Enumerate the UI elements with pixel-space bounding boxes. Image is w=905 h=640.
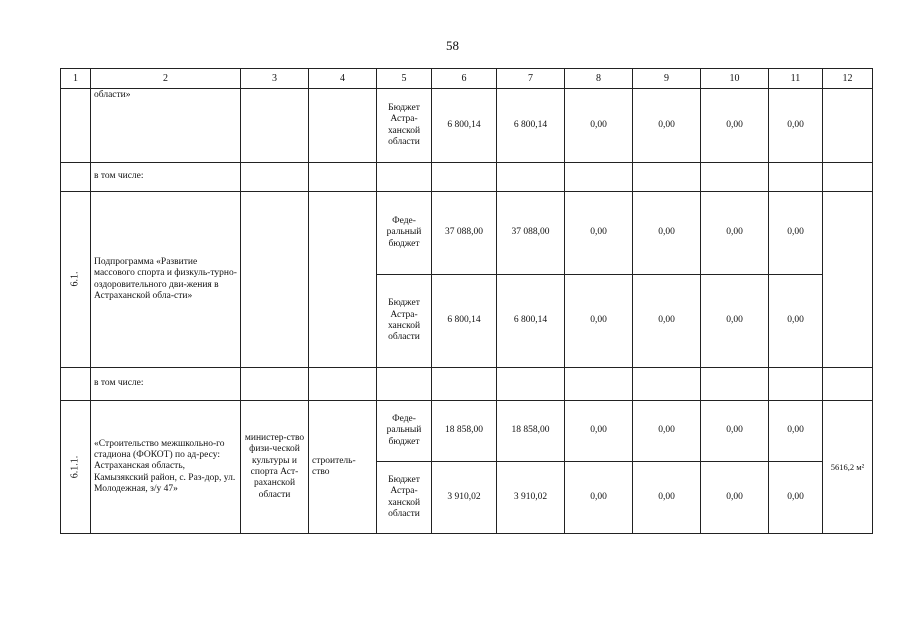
column-number: 12 [823, 69, 873, 89]
amount-cell: 18 858,00 [432, 401, 497, 462]
amount-cell: 0,00 [701, 192, 769, 275]
amount-cell: 0,00 [769, 401, 823, 462]
subsection-label: в том числе: [91, 368, 241, 401]
table-row [61, 192, 873, 275]
budget-table [60, 68, 873, 534]
row-number-cell [61, 192, 91, 368]
empty-cell [701, 163, 769, 192]
table-row [61, 163, 873, 192]
empty-cell [633, 163, 701, 192]
amount-cell: 0,00 [633, 192, 701, 275]
table-row [61, 368, 873, 401]
column-number: 5 [377, 69, 432, 89]
row-number-cell [61, 368, 91, 401]
amount-cell: 0,00 [769, 89, 823, 163]
amount-cell: 0,00 [701, 401, 769, 462]
amount-cell: 0,00 [565, 192, 633, 275]
page-number: 58 [446, 38, 459, 53]
executor-cell [241, 89, 309, 163]
column-number-row [61, 69, 873, 89]
funding-source-cell: Бюджет Астра-ханской области [377, 275, 432, 368]
amount-cell: 0,00 [769, 462, 823, 534]
amount-cell: 0,00 [701, 89, 769, 163]
empty-cell [377, 163, 432, 192]
column-number: 4 [309, 69, 377, 89]
row-number: 6.1. [69, 271, 81, 287]
amount-cell: 0,00 [701, 275, 769, 368]
amount-cell: 6 800,14 [497, 275, 565, 368]
empty-cell [769, 163, 823, 192]
object-name-cell: «Строительство межшкольно-го стадиона (ФОКОТ) по ад-ресу: Астраханская область, Камызякский район, с. Раз-дор, ул. Молодежная, з/у 47» [91, 401, 241, 534]
amount-cell: 0,00 [565, 462, 633, 534]
funding-source-cell: Феде-ральный бюджет [377, 401, 432, 462]
amount-cell: 0,00 [633, 401, 701, 462]
column-number: 10 [701, 69, 769, 89]
column-number: 11 [769, 69, 823, 89]
executor-cell: министер-ство физи-ческой культуры и спорта Аст-раханской области [241, 401, 309, 534]
row-number-cell [61, 163, 91, 192]
amount-cell: 3 910,02 [432, 462, 497, 534]
column-number: 7 [497, 69, 565, 89]
amount-cell: 0,00 [769, 192, 823, 275]
table-row [61, 401, 873, 462]
column-number: 8 [565, 69, 633, 89]
column-number: 3 [241, 69, 309, 89]
result-cell: 5616,2 м² [823, 401, 873, 534]
empty-cell [497, 163, 565, 192]
amount-cell: 37 088,00 [432, 192, 497, 275]
empty-cell [241, 368, 309, 401]
empty-cell [241, 163, 309, 192]
row-number-cell [61, 89, 91, 163]
amount-cell: 0,00 [565, 401, 633, 462]
amount-cell: 0,00 [633, 89, 701, 163]
amount-cell: 37 088,00 [497, 192, 565, 275]
column-number: 6 [432, 69, 497, 89]
type-cell: строитель-ство [309, 401, 377, 534]
amount-cell: 18 858,00 [497, 401, 565, 462]
program-name-cell: Подпрограмма «Развитие массового спорта и физкуль-турно-оздоровительного дви-жения в Астраханской обла-сти» [91, 192, 241, 368]
empty-cell [432, 368, 497, 401]
program-name-cell: области» [91, 89, 241, 163]
type-cell [309, 89, 377, 163]
amount-cell: 0,00 [701, 462, 769, 534]
amount-cell: 0,00 [633, 275, 701, 368]
empty-cell [432, 163, 497, 192]
empty-cell [377, 368, 432, 401]
result-cell [823, 89, 873, 163]
amount-cell: 3 910,02 [497, 462, 565, 534]
empty-cell [565, 163, 633, 192]
empty-cell [823, 368, 873, 401]
column-number: 9 [633, 69, 701, 89]
amount-cell: 0,00 [633, 462, 701, 534]
executor-cell [241, 192, 309, 368]
amount-cell: 0,00 [565, 89, 633, 163]
funding-source-cell: Бюджет Астра-ханской области [377, 89, 432, 163]
empty-cell [823, 163, 873, 192]
column-number: 1 [61, 69, 91, 89]
empty-cell [633, 368, 701, 401]
column-number: 2 [91, 69, 241, 89]
result-cell [823, 192, 873, 368]
amount-cell: 0,00 [769, 275, 823, 368]
subsection-label: в том числе: [91, 163, 241, 192]
funding-source-cell: Феде-ральный бюджет [377, 192, 432, 275]
funding-source-cell: Бюджет Астра-ханской области [377, 462, 432, 534]
amount-cell: 6 800,14 [497, 89, 565, 163]
row-number: 6.1.1. [69, 455, 81, 479]
amount-cell: 6 800,14 [432, 275, 497, 368]
empty-cell [309, 163, 377, 192]
table-row [61, 89, 873, 163]
empty-cell [309, 368, 377, 401]
amount-cell: 0,00 [565, 275, 633, 368]
empty-cell [565, 368, 633, 401]
amount-cell: 6 800,14 [432, 89, 497, 163]
type-cell [309, 192, 377, 368]
empty-cell [769, 368, 823, 401]
empty-cell [497, 368, 565, 401]
row-number-cell [61, 401, 91, 534]
empty-cell [701, 368, 769, 401]
